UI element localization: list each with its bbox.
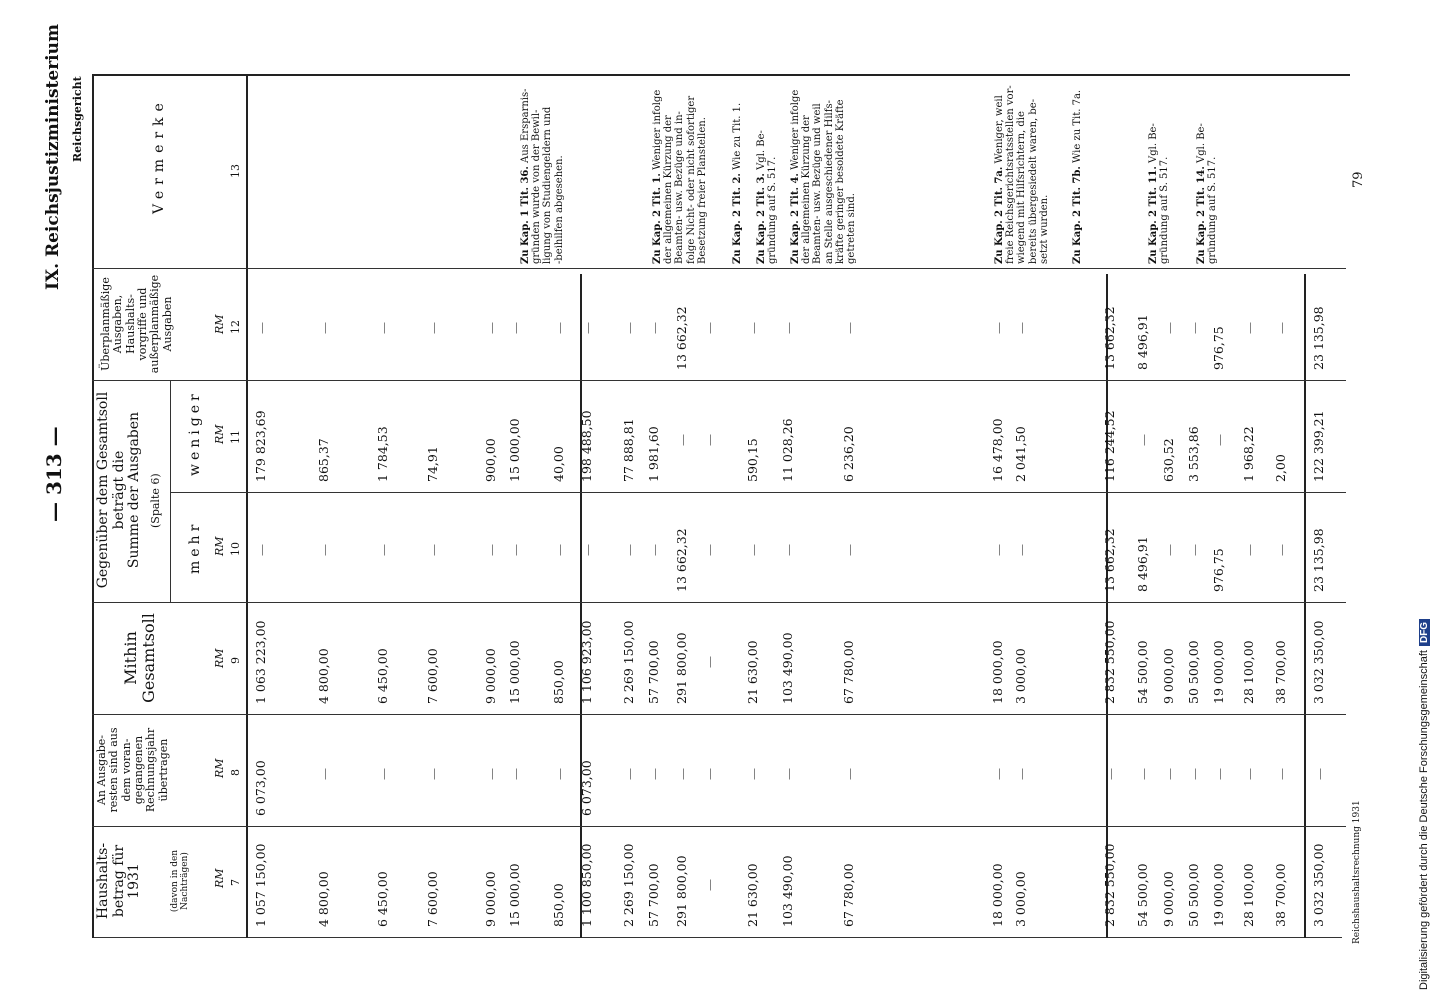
digitization-note [1418,619,1430,990]
cell-c7: 28 100,00 [1241,863,1256,927]
cell-c10: — [377,544,391,556]
cell-c9: 3 000,00 [1013,648,1028,704]
subtotal-rule-1 [580,274,582,938]
col9-title: Mithin Gesamtsoll [121,613,158,703]
col7-subheader [170,832,200,930]
cell-c12: — [1243,322,1257,334]
col10-unit: RM [213,536,226,556]
cell-c12: — [427,322,441,334]
cell-c11: 40,00 [551,446,566,482]
cell-c9: 103 490,00 [780,632,795,704]
cell-c10: 976,75 [1211,548,1226,592]
cell-c8: — [782,768,796,780]
remark-reference: Zu Kap. 2 Tit. 7a. [994,166,1005,264]
cell-c9: 38 700,00 [1273,640,1288,704]
cell-c10: — [485,544,499,556]
col-rule-7-8 [92,826,1346,827]
cell-c10: — [1015,544,1029,556]
col9-number: 9 [229,657,242,664]
col8-header [96,718,208,822]
group-title: Gegenüber dem Gesamtsoll beträgt die Summe der Ausgaben [95,391,143,589]
cell-c12: — [553,322,567,334]
cell-c9: 291 800,00 [674,632,689,704]
cell-c8: — [703,768,717,780]
remark-reference: Zu Kap. 2 Tit. 14. [1196,166,1207,264]
col-rule-12-13 [92,268,1346,269]
cell-c11: 3 553,86 [1186,426,1201,482]
cell-c7: 57 700,00 [646,863,661,927]
cell-c7: — [703,879,717,891]
cell-c8: — [377,768,391,780]
cell-c11: — [676,434,690,446]
cell-c11: 865,37 [316,438,331,482]
remark [756,74,778,264]
cell-c7: 54 500,00 [1135,863,1150,927]
cell-c12: — [1275,322,1289,334]
cell-c10: — [782,544,796,556]
cell-c12: — [992,322,1006,334]
remark-reference: Zu Kap. 2 Tit. 11. [1148,166,1159,264]
col10-number: 10 [229,542,242,556]
digitization-text: Digitalisierung gefördert durch die Deutsche Forschungsgemeinschaft [1418,650,1430,990]
remark-reference: Zu Kap. 2 Tit. 3. [756,173,767,264]
ministry-subtitle: Reichsgericht [71,76,84,162]
cell-c8: — [623,768,637,780]
cell-c12: — [509,322,523,334]
remark-reference: Zu Kap. 2 Tit. 2. [732,173,743,264]
cell-c7: 4 800,00 [316,871,331,927]
remark-text: Wie zu Tit. 1. [732,102,743,174]
cell-c12: — [581,322,595,334]
col10-title: mehr [187,520,203,574]
cell-c11: 2 041,50 [1013,426,1028,482]
remark [994,74,1050,264]
remark-reference: Zu Kap. 1 Tit. 36. [520,166,531,264]
cell-c11: 179 823,69 [253,410,268,482]
subtotal-rule-2 [1106,274,1108,938]
cell-c9: 1 063 223,00 [253,620,268,704]
cell-c10: — [843,544,857,556]
cell-c8: — [648,768,662,780]
cell-c8: — [485,768,499,780]
cell-c8: — [318,768,332,780]
remark [790,74,857,264]
cell-c10: — [1243,544,1257,556]
col-rule-9-10 [92,602,1346,603]
cell-c11: 900,00 [483,438,498,482]
remark [1148,74,1170,264]
cell-c9: 18 000,00 [990,640,1005,704]
cell-c10: 13 662,32 [1102,528,1117,592]
col7-unit: RM [213,868,226,888]
col9-header [122,604,162,712]
remark-reference: Zu Kap. 2 Tit. 1. [652,173,663,264]
cell-c10: — [1163,544,1177,556]
cell-c9: 54 500,00 [1135,640,1150,704]
cell-c9: 19 000,00 [1211,640,1226,704]
cell-c11: 630,52 [1161,438,1176,482]
cell-c11: 122 399,21 [1311,410,1326,482]
cell-c8: 6 073,00 [579,760,594,816]
cell-c7: 3 032 350,00 [1311,843,1326,927]
remark-reference: Zu Kap. 2 Tit. 7b. [1072,166,1083,264]
cell-c9: — [703,656,717,668]
col13-title: Vermerke [151,97,167,214]
cell-c7: 67 780,00 [841,863,856,927]
remark-text: Weniger, weil freie Reichsgerichtsratsstellen vor- wiegend mit Hilfsrichtern, die bereits übergesiedelt waren, be- setzt wurden. [994,85,1050,264]
cell-c8: — [747,768,761,780]
cell-c8: — [427,768,441,780]
cell-c12: — [648,322,662,334]
cell-c8: — [509,768,523,780]
group-header [96,382,150,598]
cell-c7: 15 000,00 [507,863,522,927]
cell-c10: — [1275,544,1289,556]
cell-c11: 11 028,26 [780,418,795,482]
cell-c11: 1 981,60 [646,426,661,482]
cell-c9: 850,00 [551,660,566,704]
cell-c8: — [1243,768,1257,780]
cell-c12: — [703,322,717,334]
cell-c8: — [553,768,567,780]
cell-c11: 16 478,00 [990,418,1005,482]
cell-c7: 18 000,00 [990,863,1005,927]
col11-number: 11 [229,430,242,444]
cell-c9: 3 032 350,00 [1311,620,1326,704]
remark-text: Weniger infolge der allgemeinen Kürzung der Beamten- usw. Bezüge und weil an Stelle ausgeschiedener Hilfs- kräfte geringer besoldete Kräfte getreten sind. [790,89,857,264]
cell-c8: — [1275,768,1289,780]
group-sub-divider [170,380,171,602]
cell-c12: — [843,322,857,334]
cell-c10: 8 496,91 [1135,536,1150,592]
remark [1196,74,1218,264]
cell-c12: — [318,322,332,334]
dfg-logo: DFG [1419,619,1430,646]
cell-c11: 198 488,50 [579,410,594,482]
group-subheader: (Spalte 6) [149,473,162,528]
page-number-bottom: 79 [1351,171,1366,188]
cell-c10: — [747,544,761,556]
col-rule-10-11 [170,492,1346,493]
cell-c9: 28 100,00 [1241,640,1256,704]
cell-c7: 7 600,00 [425,871,440,927]
cell-c9: 9 000,00 [1161,648,1176,704]
cell-c10: — [318,544,332,556]
footer-title: Reichshaushaltsrechnung 1931 [1352,800,1362,944]
cell-c10: — [509,544,523,556]
cell-c8: — [1015,768,1029,780]
remark-text: Weniger infolge der allgemeinen Kürzung der Beamten- usw. Bezüge und in- folge Nicht- oder nicht sofortiger Besetzung freier Planstellen. [652,89,708,264]
col8-title: An Ausgabe- resten sind aus dem voran- gegangenen Rechnungsjahr übertragen [95,727,170,813]
remark [652,74,708,264]
remark-text: Aus Ersparnis- gründen wurde von der Bewil- ligung von Studiengeldern und -beihilfen abgesehen. [520,88,565,264]
header-bottom-rule [92,937,1342,938]
cell-c7: 6 450,00 [375,871,390,927]
cell-c9: 1 106 923,00 [579,620,594,704]
cell-c9: 2 832 550,00 [1102,620,1117,704]
cell-c12: — [782,322,796,334]
col11-unit: RM [213,424,226,444]
cell-c8: — [1313,768,1327,780]
cell-c11: 15 000,00 [507,418,522,482]
cell-c7: 2 269 150,00 [621,843,636,927]
cell-c11: — [703,434,717,446]
cell-c7: 21 630,00 [745,863,760,927]
cell-c12: — [1015,322,1029,334]
cell-c12: — [255,322,269,334]
cell-c12: — [623,322,637,334]
cell-c7: 50 500,00 [1186,863,1201,927]
cell-c9: 67 780,00 [841,640,856,704]
cell-c12: 976,75 [1211,326,1226,370]
cell-c11: 6 236,20 [841,426,856,482]
cell-c11: 590,15 [745,438,760,482]
remark [732,74,743,264]
page-number: — 313 — [42,426,66,522]
cell-c11: 77 888,81 [621,418,636,482]
cell-c7: 38 700,00 [1273,863,1288,927]
cell-c10: — [648,544,662,556]
cell-c11: — [1213,434,1227,446]
cell-c7: 19 000,00 [1211,863,1226,927]
cell-c9: 15 000,00 [507,640,522,704]
cell-c11: 116 244,52 [1102,410,1117,482]
cell-c8: 6 073,00 [253,760,268,816]
cell-c10: — [623,544,637,556]
cell-c7: 1 057 150,00 [253,843,268,927]
col12-title: Überplanmäßige Ausgaben, Haushalts- vorgriffe und außerplanmäßige Ausgaben [99,274,174,374]
cell-c7: 291 800,00 [674,855,689,927]
cell-c9: 4 800,00 [316,648,331,704]
cell-c8: — [1188,768,1202,780]
ministry-title: IX. Reichsjustizministerium [43,24,63,290]
cell-c8: — [1137,768,1151,780]
col8-number: 8 [229,769,242,776]
col7-title: Haushalts- betrag für 1931 [95,842,143,920]
cell-c12: 8 496,91 [1135,314,1150,370]
header-body-divider [246,74,248,938]
cell-c10: — [992,544,1006,556]
cell-c11: 1 784,53 [375,426,390,482]
col7-sub: (davon in den Nachträgen) [170,849,191,913]
cell-c8: — [843,768,857,780]
col7-number: 7 [229,879,242,886]
cell-c12: 13 662,32 [1102,306,1117,370]
col7-header [96,832,150,930]
remark-text: Wie zu Tit. 7a. [1072,89,1083,167]
cell-c9: 7 600,00 [425,648,440,704]
cell-c10: — [581,544,595,556]
cell-c10: — [427,544,441,556]
cell-c8: — [1213,768,1227,780]
cell-c11: 1 968,22 [1241,426,1256,482]
cell-c9: 2 269 150,00 [621,620,636,704]
cell-c7: 103 490,00 [780,855,795,927]
cell-c7: 1 100 850,00 [579,843,594,927]
remark [520,74,565,264]
col12-unit: RM [213,314,226,334]
cell-c11: 74,91 [425,446,440,482]
remark [1072,74,1083,264]
cell-c12: — [485,322,499,334]
cell-c10: — [255,544,269,556]
cell-c9: 21 630,00 [745,640,760,704]
cell-c9: 57 700,00 [646,640,661,704]
remark-reference: Zu Kap. 2 Tit. 4. [790,173,801,264]
table-left-rule [92,74,94,938]
cell-c12: 13 662,32 [674,306,689,370]
cell-c12: — [1163,322,1177,334]
cell-c10: — [1188,544,1202,556]
cell-c11: — [1137,434,1151,446]
cell-c10: — [553,544,567,556]
col-rule-11-12 [92,380,1346,381]
cell-c8: — [676,768,690,780]
col12-header [100,272,200,376]
cell-c12: 23 135,98 [1311,306,1326,370]
col-rule-8-9 [92,714,1346,715]
col13-number: 13 [229,164,242,178]
cell-c12: — [747,322,761,334]
cell-c9: 6 450,00 [375,648,390,704]
remark-text: Vgl. Be- gründung auf S. 517. [756,130,779,264]
remark-text: Vgl. Be- gründung auf S. 517. [1196,123,1219,264]
cell-c10: — [703,544,717,556]
col9-unit: RM [213,648,226,668]
cell-c8: — [1163,768,1177,780]
cell-c9: 50 500,00 [1186,640,1201,704]
col12-number: 12 [229,320,242,334]
remark-text: Vgl. Be- gründung auf S. 517. [1148,123,1171,264]
cell-c9: 9 000,00 [483,648,498,704]
cell-c7: 2 832 550,00 [1102,843,1117,927]
cell-c10: 23 135,98 [1311,528,1326,592]
cell-c12: — [377,322,391,334]
col8-unit: RM [213,758,226,778]
cell-c7: 3 000,00 [1013,871,1028,927]
cell-c11: 2,00 [1273,454,1288,482]
cell-c7: 9 000,00 [1161,871,1176,927]
cell-c10: 13 662,32 [674,528,689,592]
total-rule [1304,274,1306,938]
cell-c8: — [1104,768,1118,780]
col11-title: weniger [187,390,203,476]
cell-c7: 9 000,00 [483,871,498,927]
cell-c7: 850,00 [551,883,566,927]
cell-c12: — [1188,322,1202,334]
cell-c8: — [992,768,1006,780]
page-number-text: 313 [42,453,66,496]
